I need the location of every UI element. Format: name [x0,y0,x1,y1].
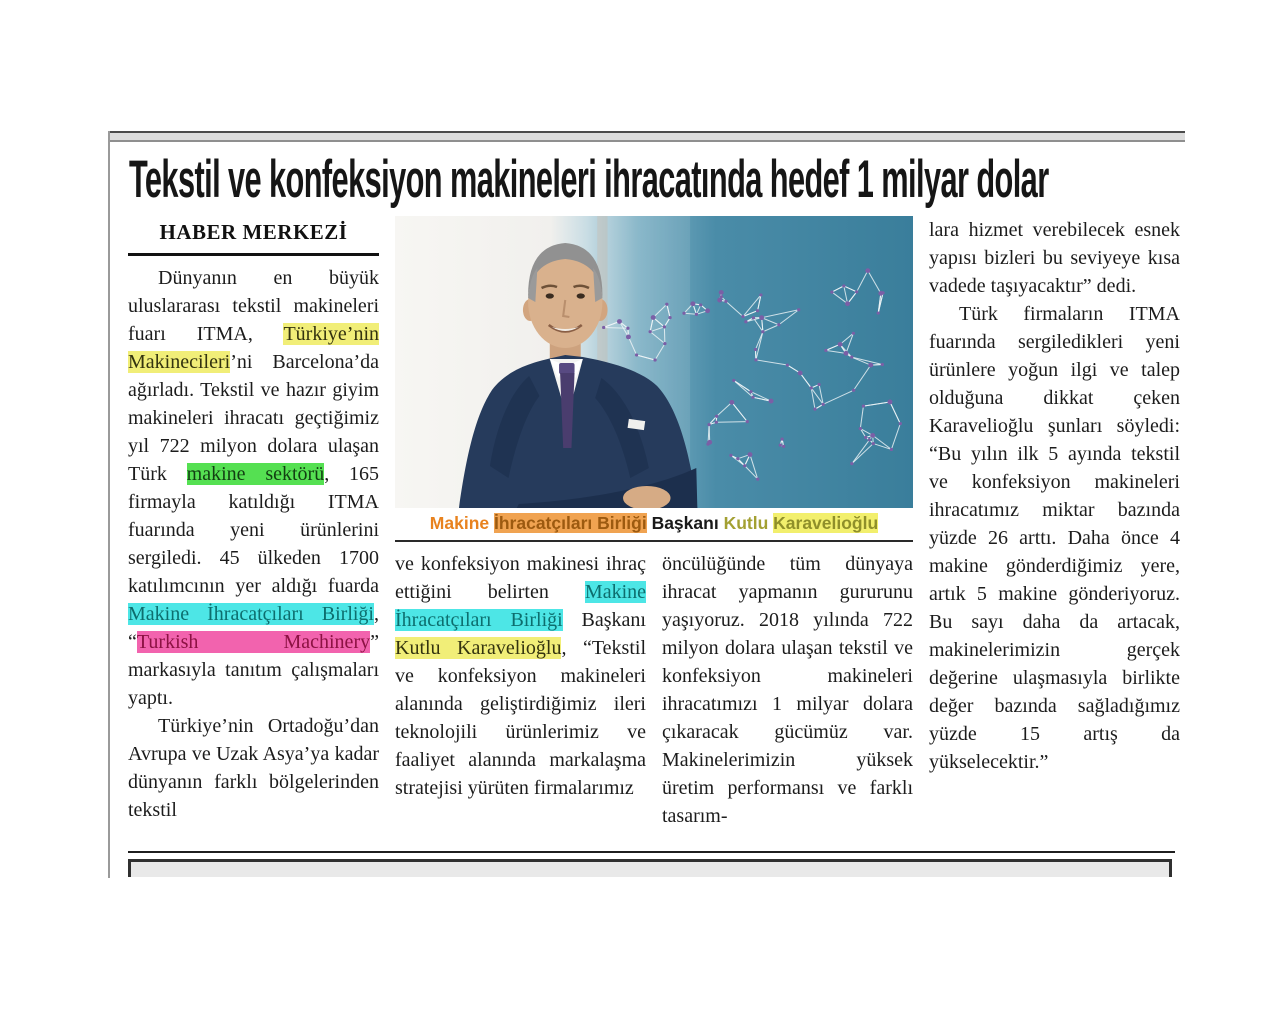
body-text: ” markasıyla tanıtım çalışmaları yaptı. [128,631,379,709]
highlighted-text: makine sektörü [186,463,325,485]
highlighted-text: Makine [429,513,494,533]
article-column-3 [662,550,913,852]
bottom-cropped-box [128,859,1172,877]
body-text: Dünyanın en büyük uluslararası tekstil makineleri fuarı ITMA, [128,267,379,345]
scan-top-strip [108,131,1185,142]
paragraph: öncülüğünde tüm dünyaya ihracat yapmanın gururunu yaşıyoruz. 2018 yılında 722 milyon dolara ulaşan tekstil ve konfeksiyon makineleri ihracatımızı 1 milyar dolara çıkaracak gücümüz var. Makinelerimizin yüksek üretim performansı ve farklı tasarım- [662,553,913,827]
article-headline [129,149,1189,209]
body-text: ve konfeksiyon makinesi ihraç ettiğini belirten [395,553,646,603]
highlighted-text: Makine İhracatçıları Birliği [128,603,374,625]
highlighted-text: Karavelioğlu [773,513,879,533]
paragraph: Türkiye’nin Ortadoğu’dan Avrupa ve Uzak Asya’ya kadar dünyanın farklı bölgelerinden tekstil [128,715,379,821]
paragraph: lara hizmet verebilecek esnek yapısı bizleri bu seviyeye kısa vadede taşıyacaktır” dedi. [929,219,1180,297]
highlighted-text: Kutlu [723,513,774,533]
highlighted-text: Türkiye’nin Makinecileri [128,323,379,373]
article-column-1 [128,216,379,852]
highlighted-text: Turkish Machinery [136,631,371,653]
paragraph: Türk firmaların ITMA fuarında sergiledikleri yeni ürünlere yoğun ilgi ve talep olduğuna dikkat çeken Karavelioğlu şunları söyledi: “Bu yılın ilk 5 ayında tekstil ve konfeksiyon makineleri ihracatımız miktar bazında yüzde 26 arttı. Daha önce 4 makine gönderdiğimiz yere, artık 5 makine gönderiyoruz. Bu sayı daha da artacak, makinelerimizin gerçek değerine ulaşmasıyla birlikte değer bazında sağladığımız yüzde 15 artış da yükselecektir.” [929,303,1180,773]
paragraph [128,264,379,712]
article-body [128,216,1180,852]
body-text: , “Tekstil ve konfeksiyon makineleri alanında geliştirdiğimiz ileri teknolojili ürünlerimiz ve faaliyet alanında markalaşma stratejisi yürüten firmalarımız [395,637,646,799]
article-column-2 [395,550,646,852]
body-text: , 165 firmayla katıldığı ITMA fuarında yeni ürünlerini sergiledi. 45 ülkeden 1700 katılımcının yer aldığı fuarda [128,463,379,597]
body-text: , “ [128,603,379,653]
scan-left-edge-line [108,131,110,878]
photo-block [395,216,913,550]
highlighted-text: Makine İhracatçıları Birliği [395,581,646,631]
bottom-rule [128,851,1175,853]
body-text: ’ni Barcelona’da ağırladı. Tekstil ve hazır giyim makineleri ihracatı geçtiğimiz yıl 722 milyon dolara ulaşan Türk [128,351,379,485]
article-headline-text: Tekstil ve konfeksiyon makineleri ihracatında hedef 1 milyar dolar [129,150,1049,209]
paragraph [395,550,646,802]
portrait-photo-kutlu-karavelioglu [395,216,913,508]
article-column-4 [929,216,1180,852]
eye-left [546,293,554,298]
body-text: Başkanı [646,513,724,533]
section-header: HABER MERKEZİ [128,216,379,256]
eye-right [577,293,585,298]
body-text: Başkanı [562,609,646,631]
highlighted-text: Kutlu Karavelioğlu [395,637,562,659]
tie-knot [559,363,574,374]
highlighted-text: İhracatçıları Birliği [494,513,647,533]
photo-caption [395,508,913,542]
